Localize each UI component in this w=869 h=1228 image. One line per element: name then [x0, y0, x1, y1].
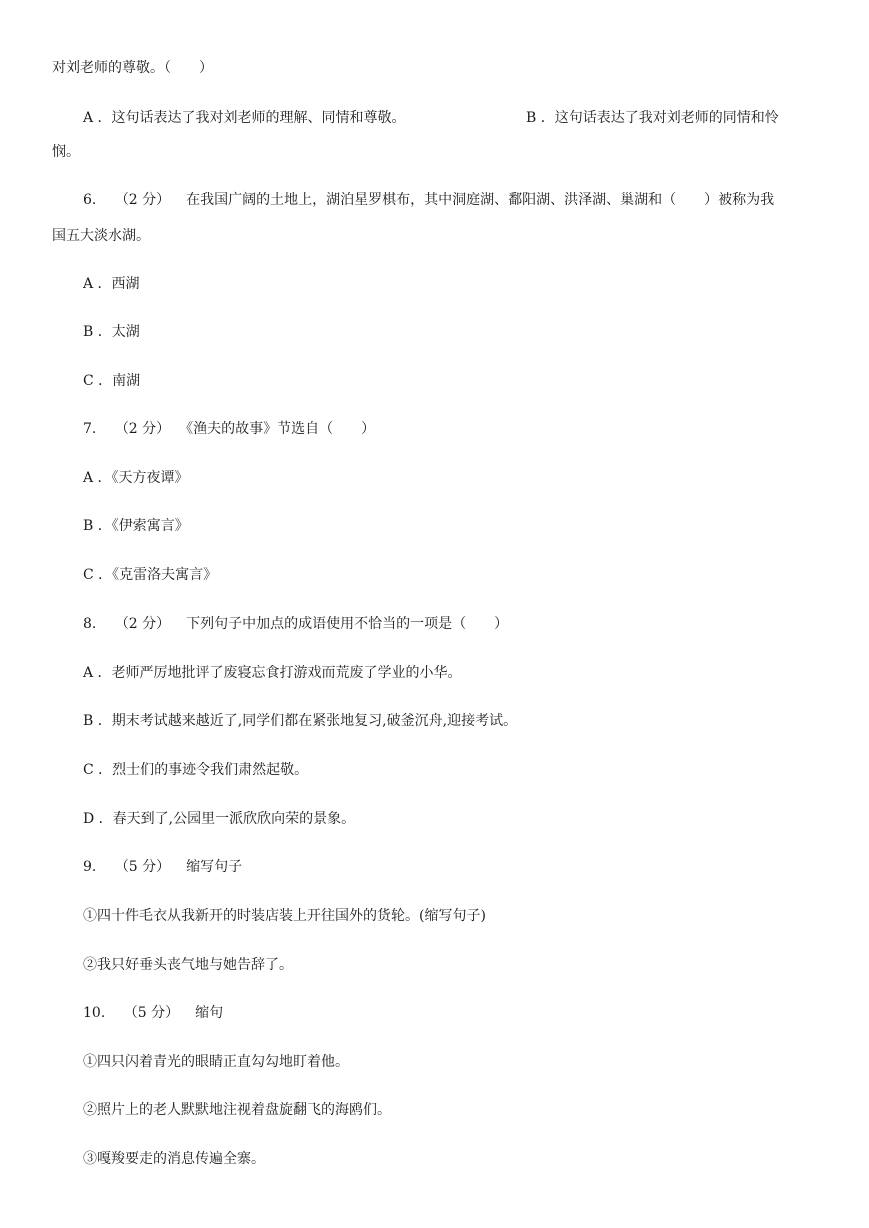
question-10-stem — [83, 1003, 223, 1023]
question-5-option-b: B ．这句话表达了我对刘老师的同情和怜 — [526, 110, 779, 126]
question-number: 10. — [83, 1005, 106, 1021]
question-9-item-1: ①四十件毛衣从我新开的时装店装上开往国外的货轮。(缩写句子) — [83, 908, 486, 924]
question-6-stem-tail: 国五大淡水湖。 — [52, 228, 150, 244]
question-7-option-c: C ．《克雷洛夫寓言》 — [83, 567, 218, 583]
question-text: 在我国广阔的土地上，湖泊星罗棋布，其中洞庭湖、鄱阳湖、洪泽湖、巢湖和（ ）被称为我 — [186, 192, 775, 208]
question-5-stem-tail: 对刘老师的尊敬。（ ） — [52, 60, 213, 76]
question-9-stem — [83, 857, 242, 877]
question-number: 9. — [83, 859, 97, 875]
question-7-option-b: B ．《伊索寓言》 — [83, 518, 189, 534]
question-7-option-a: A ．《天方夜谭》 — [83, 470, 189, 486]
question-9-item-2: ②我只好垂头丧气地与她告辞了。 — [83, 957, 293, 973]
question-number: 7. — [83, 421, 97, 437]
question-8-stem — [83, 614, 508, 634]
question-number: 6. — [83, 192, 97, 208]
question-text: 下列句子中加点的成语使用不恰当的一项是（ ） — [186, 616, 509, 632]
question-number: 8. — [83, 616, 97, 632]
question-score: （2 分） — [114, 421, 171, 437]
question-10-item-3: ③嘎羧要走的消息传遍全寨。 — [83, 1151, 265, 1167]
question-8-option-b: B ．期末考试越来越近了,同学们都在紧张地复习,破釜沉舟,迎接考试。 — [83, 713, 518, 729]
question-6-stem — [83, 190, 774, 210]
question-5-option-b-tail: 悯。 — [52, 144, 80, 160]
question-score: （2 分） — [114, 616, 171, 632]
question-8-option-d: D ．春天到了,公园里一派欣欣向荣的景象。 — [83, 811, 356, 827]
question-score: （5 分） — [114, 859, 171, 875]
question-7-stem — [83, 419, 375, 439]
question-score: （5 分） — [123, 1005, 180, 1021]
question-text: 缩句 — [195, 1005, 224, 1021]
question-6-option-a: A ．西湖 — [83, 276, 140, 292]
question-10-item-2: ②照片上的老人默默地注视着盘旋翻飞的海鸥们。 — [83, 1102, 391, 1118]
question-6-option-c: C ．南湖 — [83, 373, 141, 389]
question-8-option-a: A ．老师严厉地批评了废寝忘食打游戏而荒废了学业的小华。 — [83, 665, 462, 681]
question-text: 缩写句子 — [186, 859, 243, 875]
question-8-option-c: C ．烈士们的事迹令我们肃然起敬。 — [83, 762, 309, 778]
question-6-option-b: B ．太湖 — [83, 324, 140, 340]
question-5-option-a: A ．这句话表达了我对刘老师的理解、同情和尊敬。 — [83, 110, 406, 126]
question-score: （2 分） — [114, 192, 171, 208]
question-10-item-1: ①四只闪着青光的眼睛正直勾勾地盯着他。 — [83, 1054, 349, 1070]
question-text: 《渔夫的故事》节选自（ ） — [186, 421, 376, 437]
